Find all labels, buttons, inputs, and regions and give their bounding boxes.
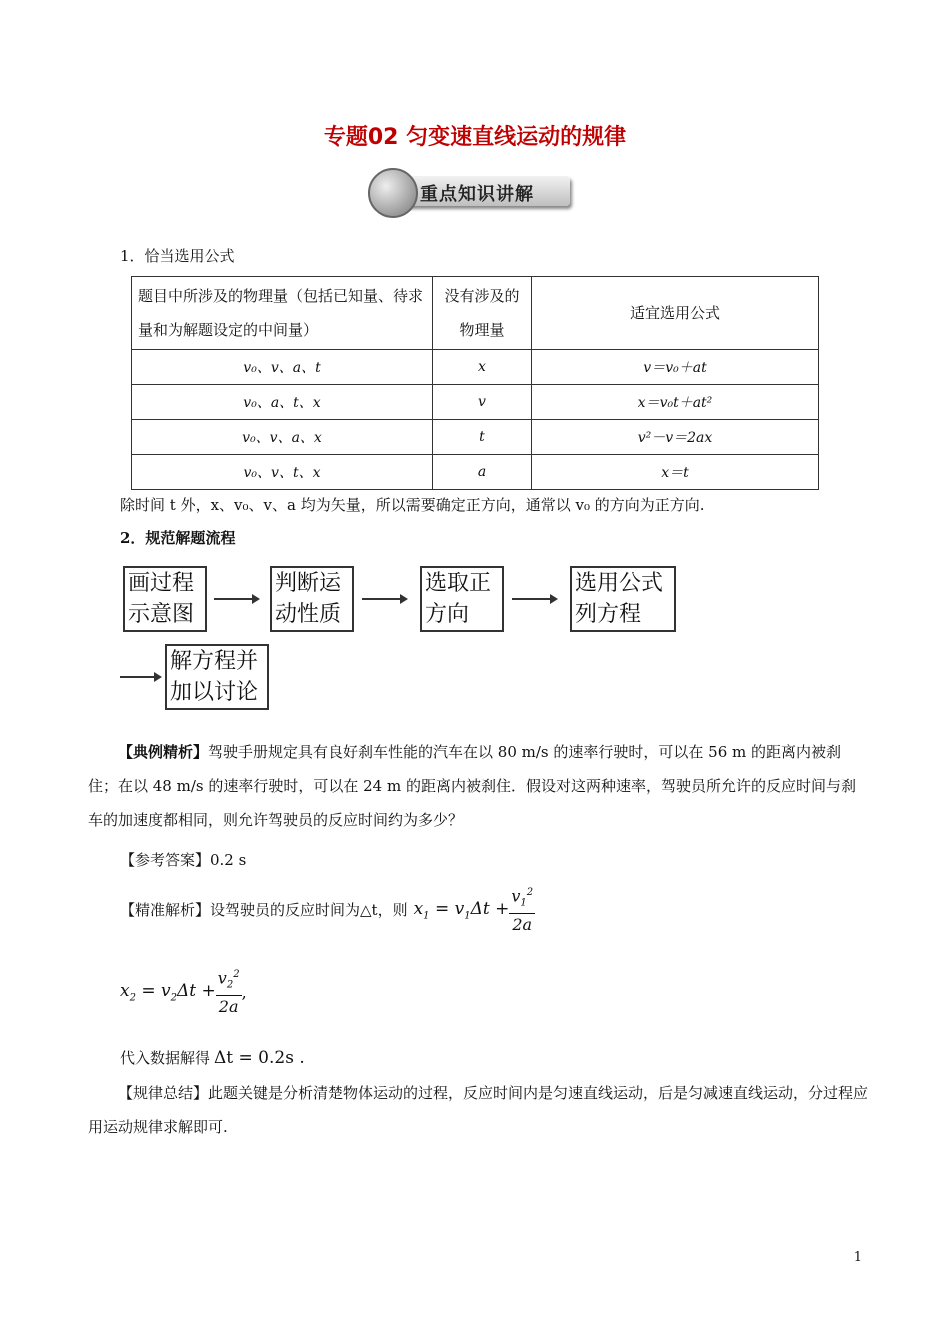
- equation-x2-lhs: $x_2 = v_2\Delta t$ +: [120, 980, 216, 1004]
- equation-x1: $x_1 = v_1\Delta t$ +: [413, 898, 510, 922]
- result-text: 代入数据解得: [120, 1049, 211, 1067]
- table-header-cell: 适宜选用公式: [532, 277, 819, 350]
- page-title: 专题02 匀变速直线运动的规律: [323, 125, 627, 150]
- equation-x2: $x_2 = v_2\Delta t$ + $\frac{v_2^2}{2a}$ ,: [120, 966, 247, 1018]
- table-cell: x＝t: [532, 455, 819, 490]
- flow-arrow-icon: [214, 598, 258, 600]
- formula-table: [131, 276, 819, 490]
- example-text: 驾驶手册规定具有良好刹车性能的汽车在以 80 m/s 的速率行驶时，可以在 56 m 的距离内被刹住；在以 48 m/s 的速率行驶时，可以在 24 m 的距离内被刹住．假设对这两种速率，驾驶员所允许的反应时间与刹车的加速度都相同，则允许驾驶员的反应时间约为多少？: [88, 743, 856, 829]
- equation-x1-fraction: $\frac{v_1^2}{2a}$: [509, 884, 535, 936]
- flow-step-3: 选取正方向: [420, 566, 504, 632]
- flow-arrow-icon: [512, 598, 556, 600]
- page-number: 1: [853, 1250, 862, 1265]
- analysis-line: [120, 884, 535, 936]
- table-cell: v＝v₀＋at: [532, 350, 819, 385]
- table-cell: v₀、v、a、t: [132, 350, 433, 385]
- table-cell: v₀、v、t、x: [132, 455, 433, 490]
- table-cell: v₀、v、a、x: [132, 420, 433, 455]
- table-row: [132, 420, 819, 455]
- table-cell: v: [433, 385, 532, 420]
- table-header-cell: 题目中所涉及的物理量（包括已知量、待求量和为解题设定的中间量）: [132, 277, 433, 350]
- table-cell: t: [433, 420, 532, 455]
- equation-x2-fraction: $\frac{v_2^2}{2a}$: [216, 966, 242, 1018]
- example-paragraph: [88, 735, 870, 837]
- banner-label: 重点知识讲解: [420, 184, 534, 205]
- flow-step-4: 选用公式列方程: [570, 566, 676, 632]
- analysis-text: 【精准解析】设驾驶员的反应时间为△t，则: [120, 901, 408, 919]
- flow-arrow-icon: [120, 676, 160, 678]
- flow-step-1: 画过程示意图: [123, 566, 207, 632]
- table-header-row: [132, 277, 819, 350]
- table-row: [132, 385, 819, 420]
- table-row: [132, 350, 819, 385]
- table-header-cell: 没有涉及的物理量: [433, 277, 532, 350]
- result-math: Δt = 0.2s .: [214, 1048, 305, 1068]
- flow-step-5: 解方程并加以讨论: [165, 644, 269, 710]
- flow-step-2: 判断运动性质: [270, 566, 354, 632]
- table-cell: a: [433, 455, 532, 490]
- table-cell: v₀、a、t、x: [132, 385, 433, 420]
- example-tag: 【典例精析】: [118, 743, 209, 761]
- section-banner: [368, 168, 574, 216]
- table-row: [132, 455, 819, 490]
- vector-note: 除时间 t 外，x、v₀、v、a 均为矢量，所以需要确定正方向，通常以 v₀ 的方向为正方向.: [120, 496, 705, 514]
- summary-paragraph: 【规律总结】此题关键是分析清楚物体运动的过程，反应时间内是匀速直线运动，后是匀减速直线运动，分过程应用运动规律求解即可.: [88, 1084, 869, 1136]
- section1-heading: 1．恰当选用公式: [120, 247, 235, 265]
- banner-emblem-icon: [368, 168, 418, 218]
- table-cell: x: [433, 350, 532, 385]
- table-cell: v²－v＝2ax: [532, 420, 819, 455]
- reference-answer: 【参考答案】0.2 s: [120, 851, 247, 869]
- section2-heading: 2．规范解题流程: [120, 529, 236, 547]
- table-cell: x＝v₀t＋at²: [532, 385, 819, 420]
- flow-arrow-icon: [362, 598, 406, 600]
- result-line: [120, 1048, 305, 1068]
